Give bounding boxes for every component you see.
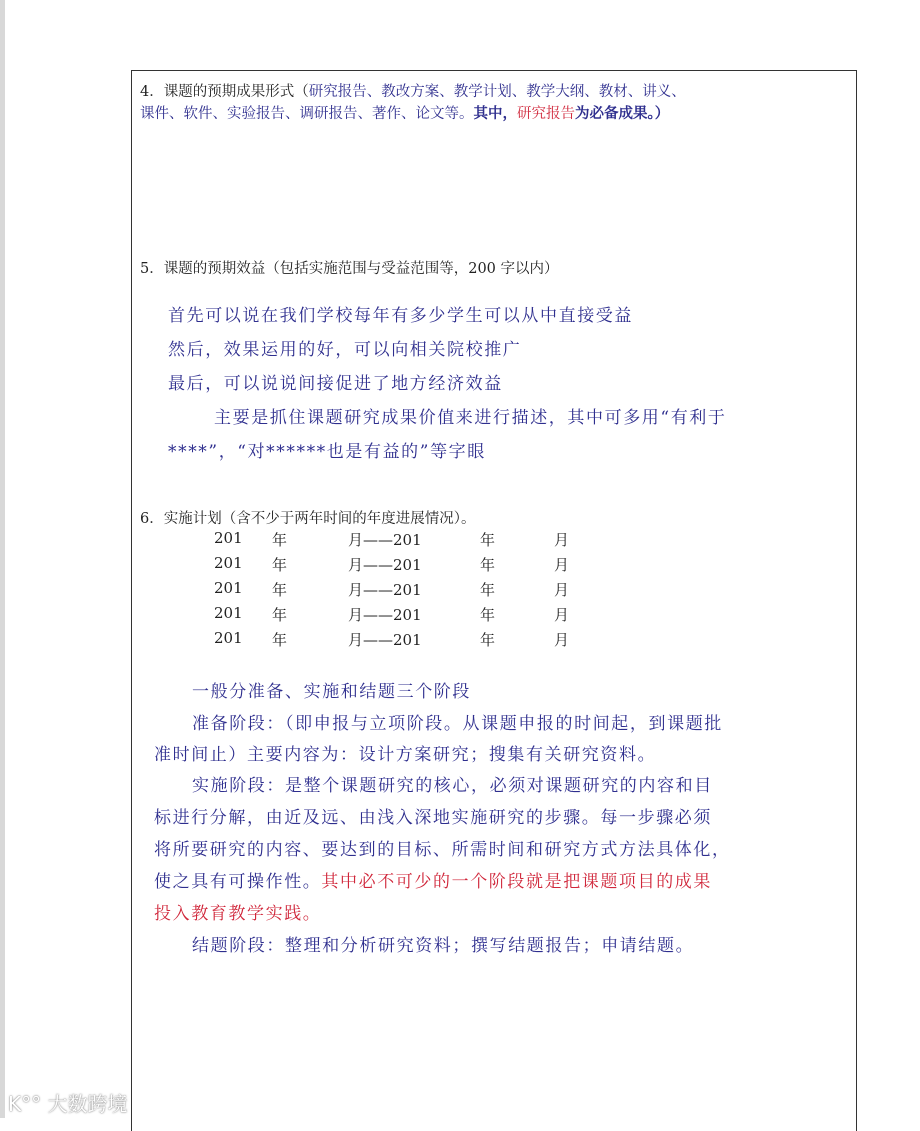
date-cell: 年 xyxy=(480,606,496,624)
section6-line: 标进行分解，由近及远、由浅入深地实施研究的步骤。每一步骤必须 xyxy=(154,808,712,828)
date-cell: 月——201 xyxy=(348,556,422,574)
date-cell: 月 xyxy=(554,556,570,574)
section6-title: 6．实施计划（含不少于两年时间的年度进展情况）。 xyxy=(140,511,476,527)
section4-title: 4．课题的预期成果形式（ xyxy=(140,84,309,100)
date-cell: 年 xyxy=(480,531,496,549)
date-cell: 年 xyxy=(480,556,496,574)
section4-line1 xyxy=(140,80,686,101)
date-row xyxy=(214,554,574,574)
section6-line: 实施阶段：是整个课题研究的核心，必须对课题研究的内容和目 xyxy=(192,776,713,796)
date-cell: 月 xyxy=(554,531,570,549)
document-page xyxy=(131,70,857,1131)
section4-note-end: 为必备成果。） xyxy=(575,105,670,122)
date-cell: 月 xyxy=(554,606,570,624)
date-cell: 年 xyxy=(480,631,496,649)
date-cell: 月——201 xyxy=(348,531,422,549)
date-row xyxy=(214,529,574,549)
section4-items: 研究报告、教改方案、教学计划、教学大纲、教材、讲义、 xyxy=(308,84,686,100)
section6-line: 结题阶段：整理和分析研究资料；撰写结题报告；申请结题。 xyxy=(192,936,695,956)
section6-line: 准备阶段：（即申报与立项阶段。从课题申报的时间起，到课题批 xyxy=(192,714,723,734)
date-cell: 年 xyxy=(272,581,288,599)
section5-line: 主要是抓住课题研究成果价值来进行描述，其中可多用“有利于 xyxy=(214,408,727,428)
date-row xyxy=(214,629,574,649)
section6-line: 将所要研究的内容、要达到的目标、所需时间和研究方式方法具体化， xyxy=(154,840,731,860)
left-edge xyxy=(0,0,5,1118)
section6-line: 准时间止）主要内容为：设计方案研究；搜集有关研究资料。 xyxy=(154,745,657,765)
date-cell: 月 xyxy=(554,631,570,649)
section5-line: ****”，“对******也是有益的”等字眼 xyxy=(168,442,486,462)
section6-line: 一般分准备、实施和结题三个阶段 xyxy=(192,682,471,702)
section6-line xyxy=(154,867,712,892)
section4-note-red: 研究报告 xyxy=(517,106,575,122)
date-row xyxy=(214,604,574,624)
date-cell: 201 xyxy=(214,529,243,547)
date-cell: 年 xyxy=(272,531,288,549)
date-cell: 年 xyxy=(272,631,288,649)
date-cell: 201 xyxy=(214,579,243,597)
date-cell: 月——201 xyxy=(348,606,422,624)
section4-line2 xyxy=(140,102,669,123)
section4-note: 其中， xyxy=(473,105,517,122)
section6-red-line: 投入教育教学实践。 xyxy=(154,904,322,924)
section5-line: 最后，可以说说间接促进了地方经济效益 xyxy=(168,374,503,394)
section6-red-text: 其中必不可少的一个阶段就是把课题项目的成果 xyxy=(321,872,713,892)
section4-items-2: 课件、软件、实验报告、调研报告、著作、论文等。 xyxy=(140,106,474,122)
date-cell: 201 xyxy=(214,604,243,622)
date-cell: 年 xyxy=(480,581,496,599)
date-cell: 年 xyxy=(272,556,288,574)
date-cell: 年 xyxy=(272,606,288,624)
date-row xyxy=(214,579,574,599)
section5-line: 然后，效果运用的好，可以向相关院校推广 xyxy=(168,340,522,360)
date-cell: 月——201 xyxy=(348,581,422,599)
date-cell: 月——201 xyxy=(348,631,422,649)
watermark-text: 大数跨境 xyxy=(47,1092,128,1116)
date-cell: 201 xyxy=(214,629,243,647)
section5-line: 首先可以说在我们学校每年有多少学生可以从中直接受益 xyxy=(168,306,633,326)
section5-title: 5．课题的预期效益（包括实施范围与受益范围等，200 字以内） xyxy=(140,261,559,277)
date-cell: 月 xyxy=(554,581,570,599)
section6-text: 使之具有可操作性。 xyxy=(154,872,322,892)
watermark-logo: K°° 大数跨境 xyxy=(8,1092,128,1116)
date-cell: 201 xyxy=(214,554,243,572)
